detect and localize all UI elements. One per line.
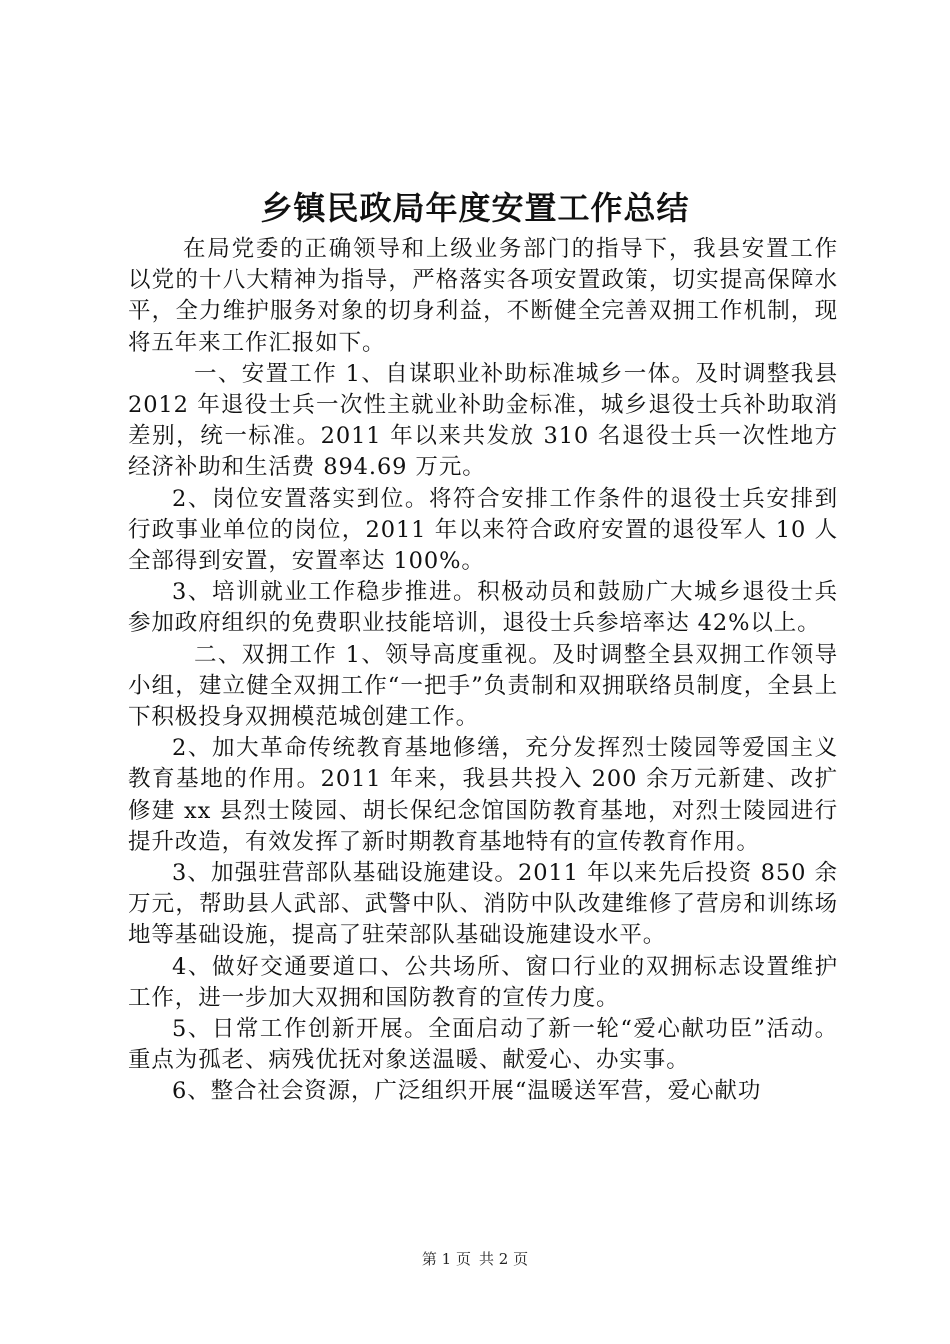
paragraph-intro: 在局党委的正确领导和上级业务部门的指导下，我县安置工作以党的十八大精神为指导，严格落实各项安置政策，切实提高保障水平，全力维护服务对象的切身利益，不断健全完善双拥工作机制，现将五年来工作汇报如下。 xyxy=(128,236,838,356)
paragraph-resettlement-2: 2、岗位安置落实到位。将符合安排工作条件的退役士兵安排到行政事业单位的岗位，2011 年以来符合政府安置的退役军人 10 人全部得到安置，安置率达 100%。 xyxy=(128,485,838,575)
document-title: 乡镇民政局年度安置工作总结 xyxy=(260,189,690,227)
page-number-current: 第 1 页 xyxy=(421,1250,471,1268)
paragraph-resettlement-1: 一、安置工作 1、自谋职业补助标准城乡一体。及时调整我县 2012 年退役士兵一次性主就业补助金标准，城乡退役士兵补助取消差别，统一标准。2011 年以来共发放 310 名退役士兵一次性地方经济补助和生活费 894.69 万元。 xyxy=(128,360,838,481)
paragraph-double-support-2: 2、加大革命传统教育基地修缮，充分发挥烈士陵园等爱国主义教育基地的作用。2011 年来，我县共投入 200 余万元新建、改扩修建 xx 县烈士陵园、胡长保纪念馆国防教育基地，对烈士陵园进行提升改造，有效发挥了新时期教育基地特有的宣传教育作用。 xyxy=(128,735,838,855)
document-body xyxy=(128,234,838,1108)
page-number-total: 共 2 页 xyxy=(479,1250,529,1268)
paragraph-double-support-1: 二、双拥工作 1、领导高度重视。及时调整全县双拥工作领导小组，建立健全双拥工作“一把手”负责制和双拥联络员制度，全县上下积极投身双拥模范城创建工作。 xyxy=(128,641,838,731)
paragraph-double-support-4: 4、做好交通要道口、公共场所、窗口行业的双拥标志设置维护工作，进一步加大双拥和国防教育的宣传力度。 xyxy=(128,953,838,1011)
paragraph-double-support-5: 5、日常工作创新开展。全面启动了新一轮“爱心献功臣”活动。重点为孤老、病残优抚对象送温暖、献爱心、办实事。 xyxy=(128,1016,838,1074)
paragraph-double-support-6: 6、整合社会资源，广泛组织开展“温暖送军营，爱心献功 xyxy=(172,1078,762,1105)
paragraph-double-support-3: 3、加强驻营部队基础设施建设。2011 年以来先后投资 850 余万元，帮助县人武部、武警中队、消防中队改建维修了营房和训练场地等基础设施，提高了驻荣部队基础设施建设水平。 xyxy=(128,860,838,949)
page-footer xyxy=(0,1247,950,1271)
paragraph-resettlement-3: 3、培训就业工作稳步推进。积极动员和鼓励广大城乡退役士兵参加政府组织的免费职业技能培训，退役士兵参培率达 42%以上。 xyxy=(128,579,838,637)
